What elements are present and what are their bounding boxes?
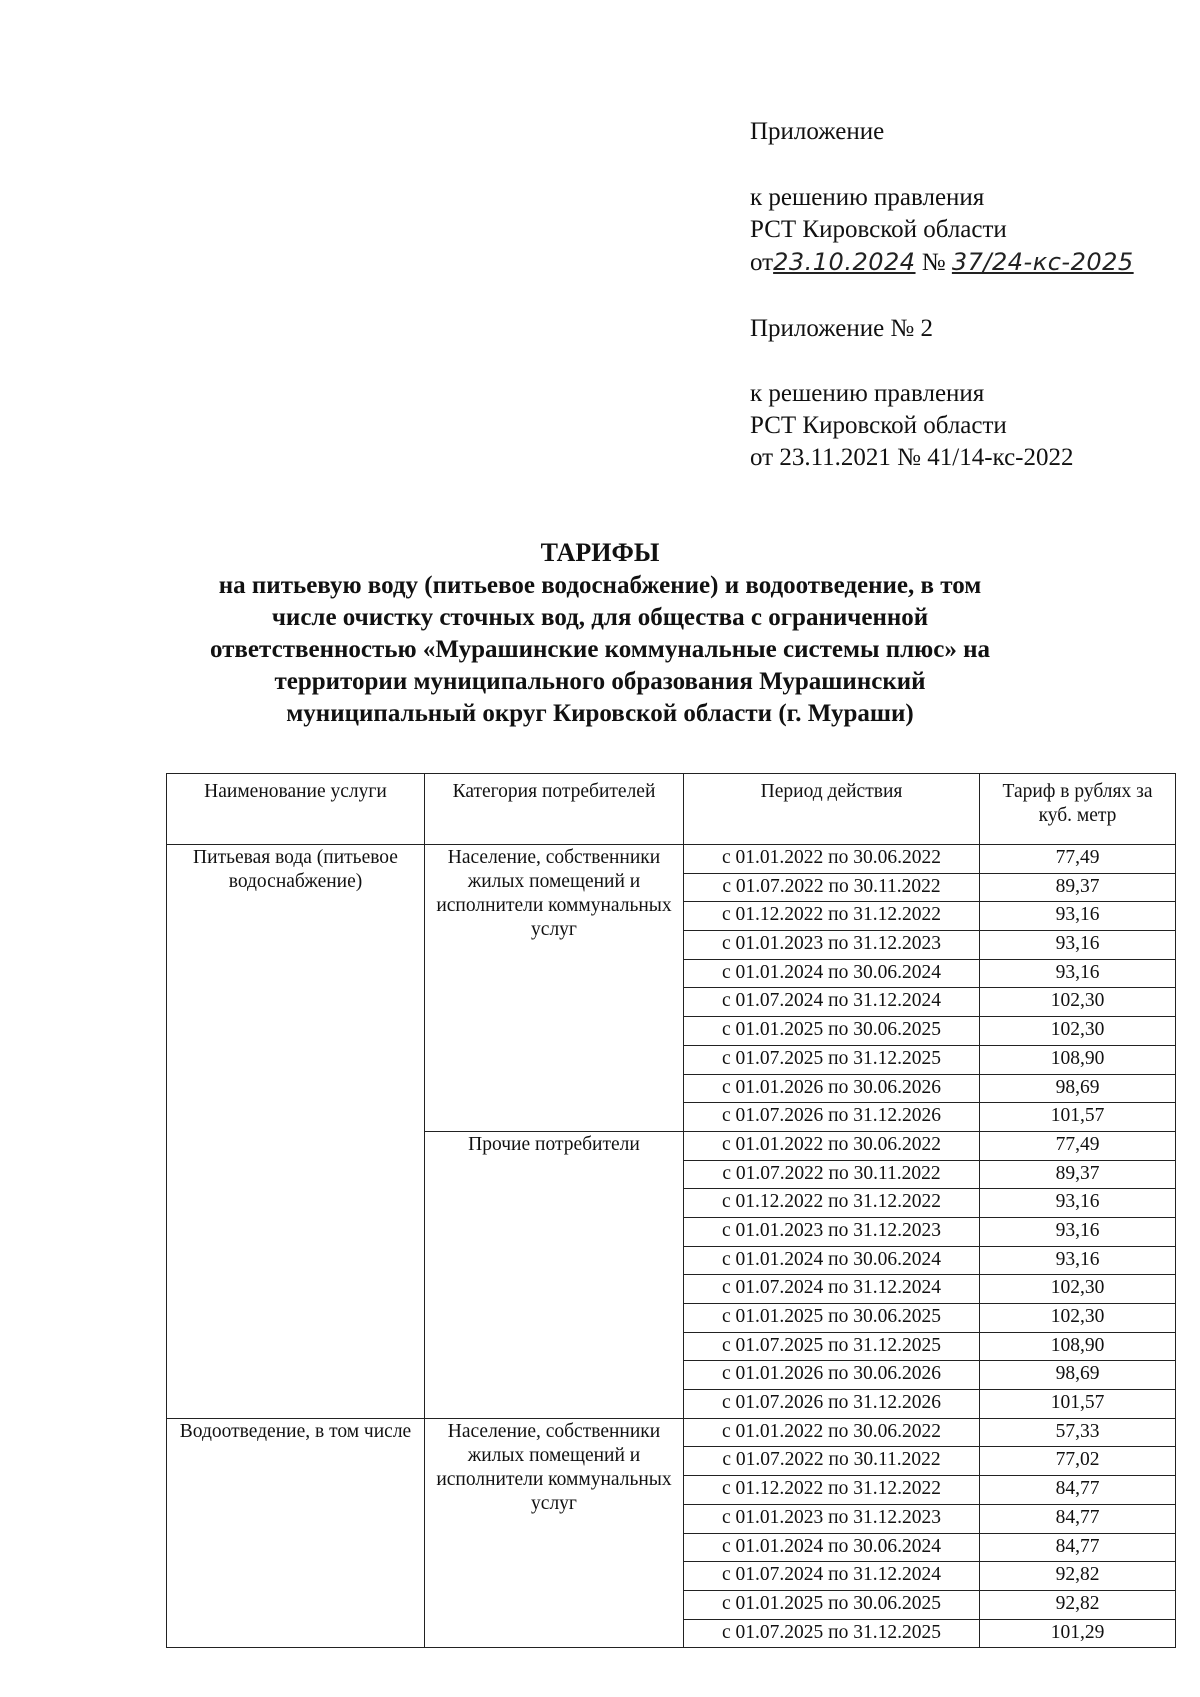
to-decision2-line: к решению правления (750, 380, 985, 407)
period-cell: с 01.01.2022 по 30.06.2022 (684, 845, 980, 874)
title-line: ответственностью «Мурашинские коммунальные системы плюс» на (209, 636, 991, 663)
tariff-cell: 101,29 (980, 1619, 1176, 1648)
tariff-cell: 101,57 (980, 1390, 1176, 1419)
tariff-cell: 102,30 (980, 1017, 1176, 1046)
period-cell: с 01.01.2026 по 30.06.2026 (684, 1074, 980, 1103)
period-cell: с 01.07.2024 по 31.12.2024 (684, 1562, 980, 1591)
period-cell: с 01.01.2023 по 31.12.2023 (684, 1504, 980, 1533)
tariff-cell: 77,49 (980, 1131, 1176, 1160)
service-name-cell: Водоотведение, в том числе (167, 1418, 425, 1648)
period-cell: с 01.01.2023 по 31.12.2023 (684, 1217, 980, 1246)
title-line: на питьевую воду (питьевое водоснабжение) и водоотведение, в том (218, 572, 982, 599)
period-cell: с 01.01.2025 по 30.06.2025 (684, 1017, 980, 1046)
table-header-row (167, 774, 1176, 845)
period-cell: с 01.12.2022 по 31.12.2022 (684, 902, 980, 931)
consumer-category-cell: Население, собственники жилых помещений и исполнители коммунальных услуг (425, 1418, 684, 1648)
decision2-line: от 23.11.2021 № 41/14-кс-2022 (750, 444, 1074, 471)
authority-line: РСТ Кировской области (750, 216, 1007, 243)
decision2-reference-block (750, 378, 1180, 474)
period-cell: с 01.01.2026 по 30.06.2026 (684, 1361, 980, 1390)
consumer-category-cell: Население, собственники жилых помещений и исполнители коммунальных услуг (425, 845, 684, 1132)
tariff-cell: 102,30 (980, 1275, 1176, 1304)
period-cell: с 01.07.2022 по 30.11.2022 (684, 1447, 980, 1476)
period-cell: с 01.07.2025 по 31.12.2025 (684, 1045, 980, 1074)
header-service: Наименование услуги (167, 774, 425, 845)
title-main: ТАРИФЫ (540, 538, 660, 567)
tariff-cell: 93,16 (980, 1246, 1176, 1275)
tariff-cell: 92,82 (980, 1562, 1176, 1591)
tariff-cell: 93,16 (980, 902, 1176, 931)
period-cell: с 01.01.2025 по 30.06.2025 (684, 1304, 980, 1333)
period-cell: с 01.01.2024 по 30.06.2024 (684, 1246, 980, 1275)
handwritten-decision-date: 23.10.2024 (773, 248, 916, 276)
tariff-cell: 89,37 (980, 1160, 1176, 1189)
header-tariff: Тариф в рублях за куб. метр (980, 774, 1176, 845)
title-line: муниципальный округ Кировской области (г. Мураши) (286, 700, 914, 727)
tariff-cell: 84,77 (980, 1533, 1176, 1562)
tariff-cell: 98,69 (980, 1361, 1176, 1390)
tariff-cell: 102,30 (980, 1304, 1176, 1333)
tariff-cell: 84,77 (980, 1476, 1176, 1505)
header-category: Категория потребителей (425, 774, 684, 845)
from-prefix: от (750, 249, 774, 276)
tariff-cell: 108,90 (980, 1045, 1176, 1074)
to-decision-line: к решению правления (750, 184, 985, 211)
period-cell: с 01.12.2022 по 31.12.2022 (684, 1476, 980, 1505)
tariffs-table (166, 773, 1176, 1648)
period-cell: с 01.12.2022 по 31.12.2022 (684, 1189, 980, 1218)
period-cell: с 01.01.2024 по 30.06.2024 (684, 1533, 980, 1562)
decision-date-line (750, 246, 1180, 279)
title-line: числе очистку сточных вод, для общества с ограниченной (271, 604, 929, 631)
appendix-label: Приложение (750, 118, 885, 145)
tariff-cell: 93,16 (980, 1189, 1176, 1218)
period-cell: с 01.01.2023 по 31.12.2023 (684, 931, 980, 960)
document-title (150, 537, 1050, 730)
table-row (167, 845, 1176, 874)
period-cell: с 01.07.2022 по 30.11.2022 (684, 873, 980, 902)
title-line: территории муниципального образования Мурашинский (274, 668, 926, 695)
appendix2-label: Приложение № 2 (750, 315, 934, 342)
handwritten-decision-number: 37/24-кс-2025 (951, 248, 1134, 276)
appendix2-label-block (750, 313, 1180, 345)
header-period: Период действия (684, 774, 980, 845)
period-cell: с 01.07.2026 по 31.12.2026 (684, 1103, 980, 1132)
service-name-cell: Питьевая вода (питьевое водоснабжение) (167, 845, 425, 1419)
tariff-cell: 84,77 (980, 1504, 1176, 1533)
tariff-cell: 108,90 (980, 1332, 1176, 1361)
tariff-cell: 102,30 (980, 988, 1176, 1017)
tariff-cell: 93,16 (980, 931, 1176, 960)
decision-reference-block (750, 182, 1180, 279)
period-cell: с 01.07.2026 по 31.12.2026 (684, 1390, 980, 1419)
period-cell: с 01.07.2024 по 31.12.2024 (684, 988, 980, 1017)
tariff-cell: 89,37 (980, 873, 1176, 902)
period-cell: с 01.01.2025 по 30.06.2025 (684, 1590, 980, 1619)
period-cell: с 01.01.2022 по 30.06.2022 (684, 1131, 980, 1160)
period-cell: с 01.07.2025 по 31.12.2025 (684, 1332, 980, 1361)
tariff-cell: 101,57 (980, 1103, 1176, 1132)
table-body (167, 845, 1176, 1648)
tariff-cell: 57,33 (980, 1418, 1176, 1447)
tariff-cell: 92,82 (980, 1590, 1176, 1619)
period-cell: с 01.07.2024 по 31.12.2024 (684, 1275, 980, 1304)
consumer-category-cell: Прочие потребители (425, 1131, 684, 1418)
period-cell: с 01.01.2022 по 30.06.2022 (684, 1418, 980, 1447)
period-cell: с 01.07.2025 по 31.12.2025 (684, 1619, 980, 1648)
table-row (167, 1418, 1176, 1447)
tariff-cell: 93,16 (980, 959, 1176, 988)
tariff-cell: 77,02 (980, 1447, 1176, 1476)
period-cell: с 01.07.2022 по 30.11.2022 (684, 1160, 980, 1189)
authority2-line: РСТ Кировской области (750, 412, 1007, 439)
appendix-label-block (750, 116, 1180, 148)
period-cell: с 01.01.2024 по 30.06.2024 (684, 959, 980, 988)
tariff-cell: 77,49 (980, 845, 1176, 874)
tariff-cell: 93,16 (980, 1217, 1176, 1246)
number-prefix: № (915, 249, 952, 276)
tariff-cell: 98,69 (980, 1074, 1176, 1103)
